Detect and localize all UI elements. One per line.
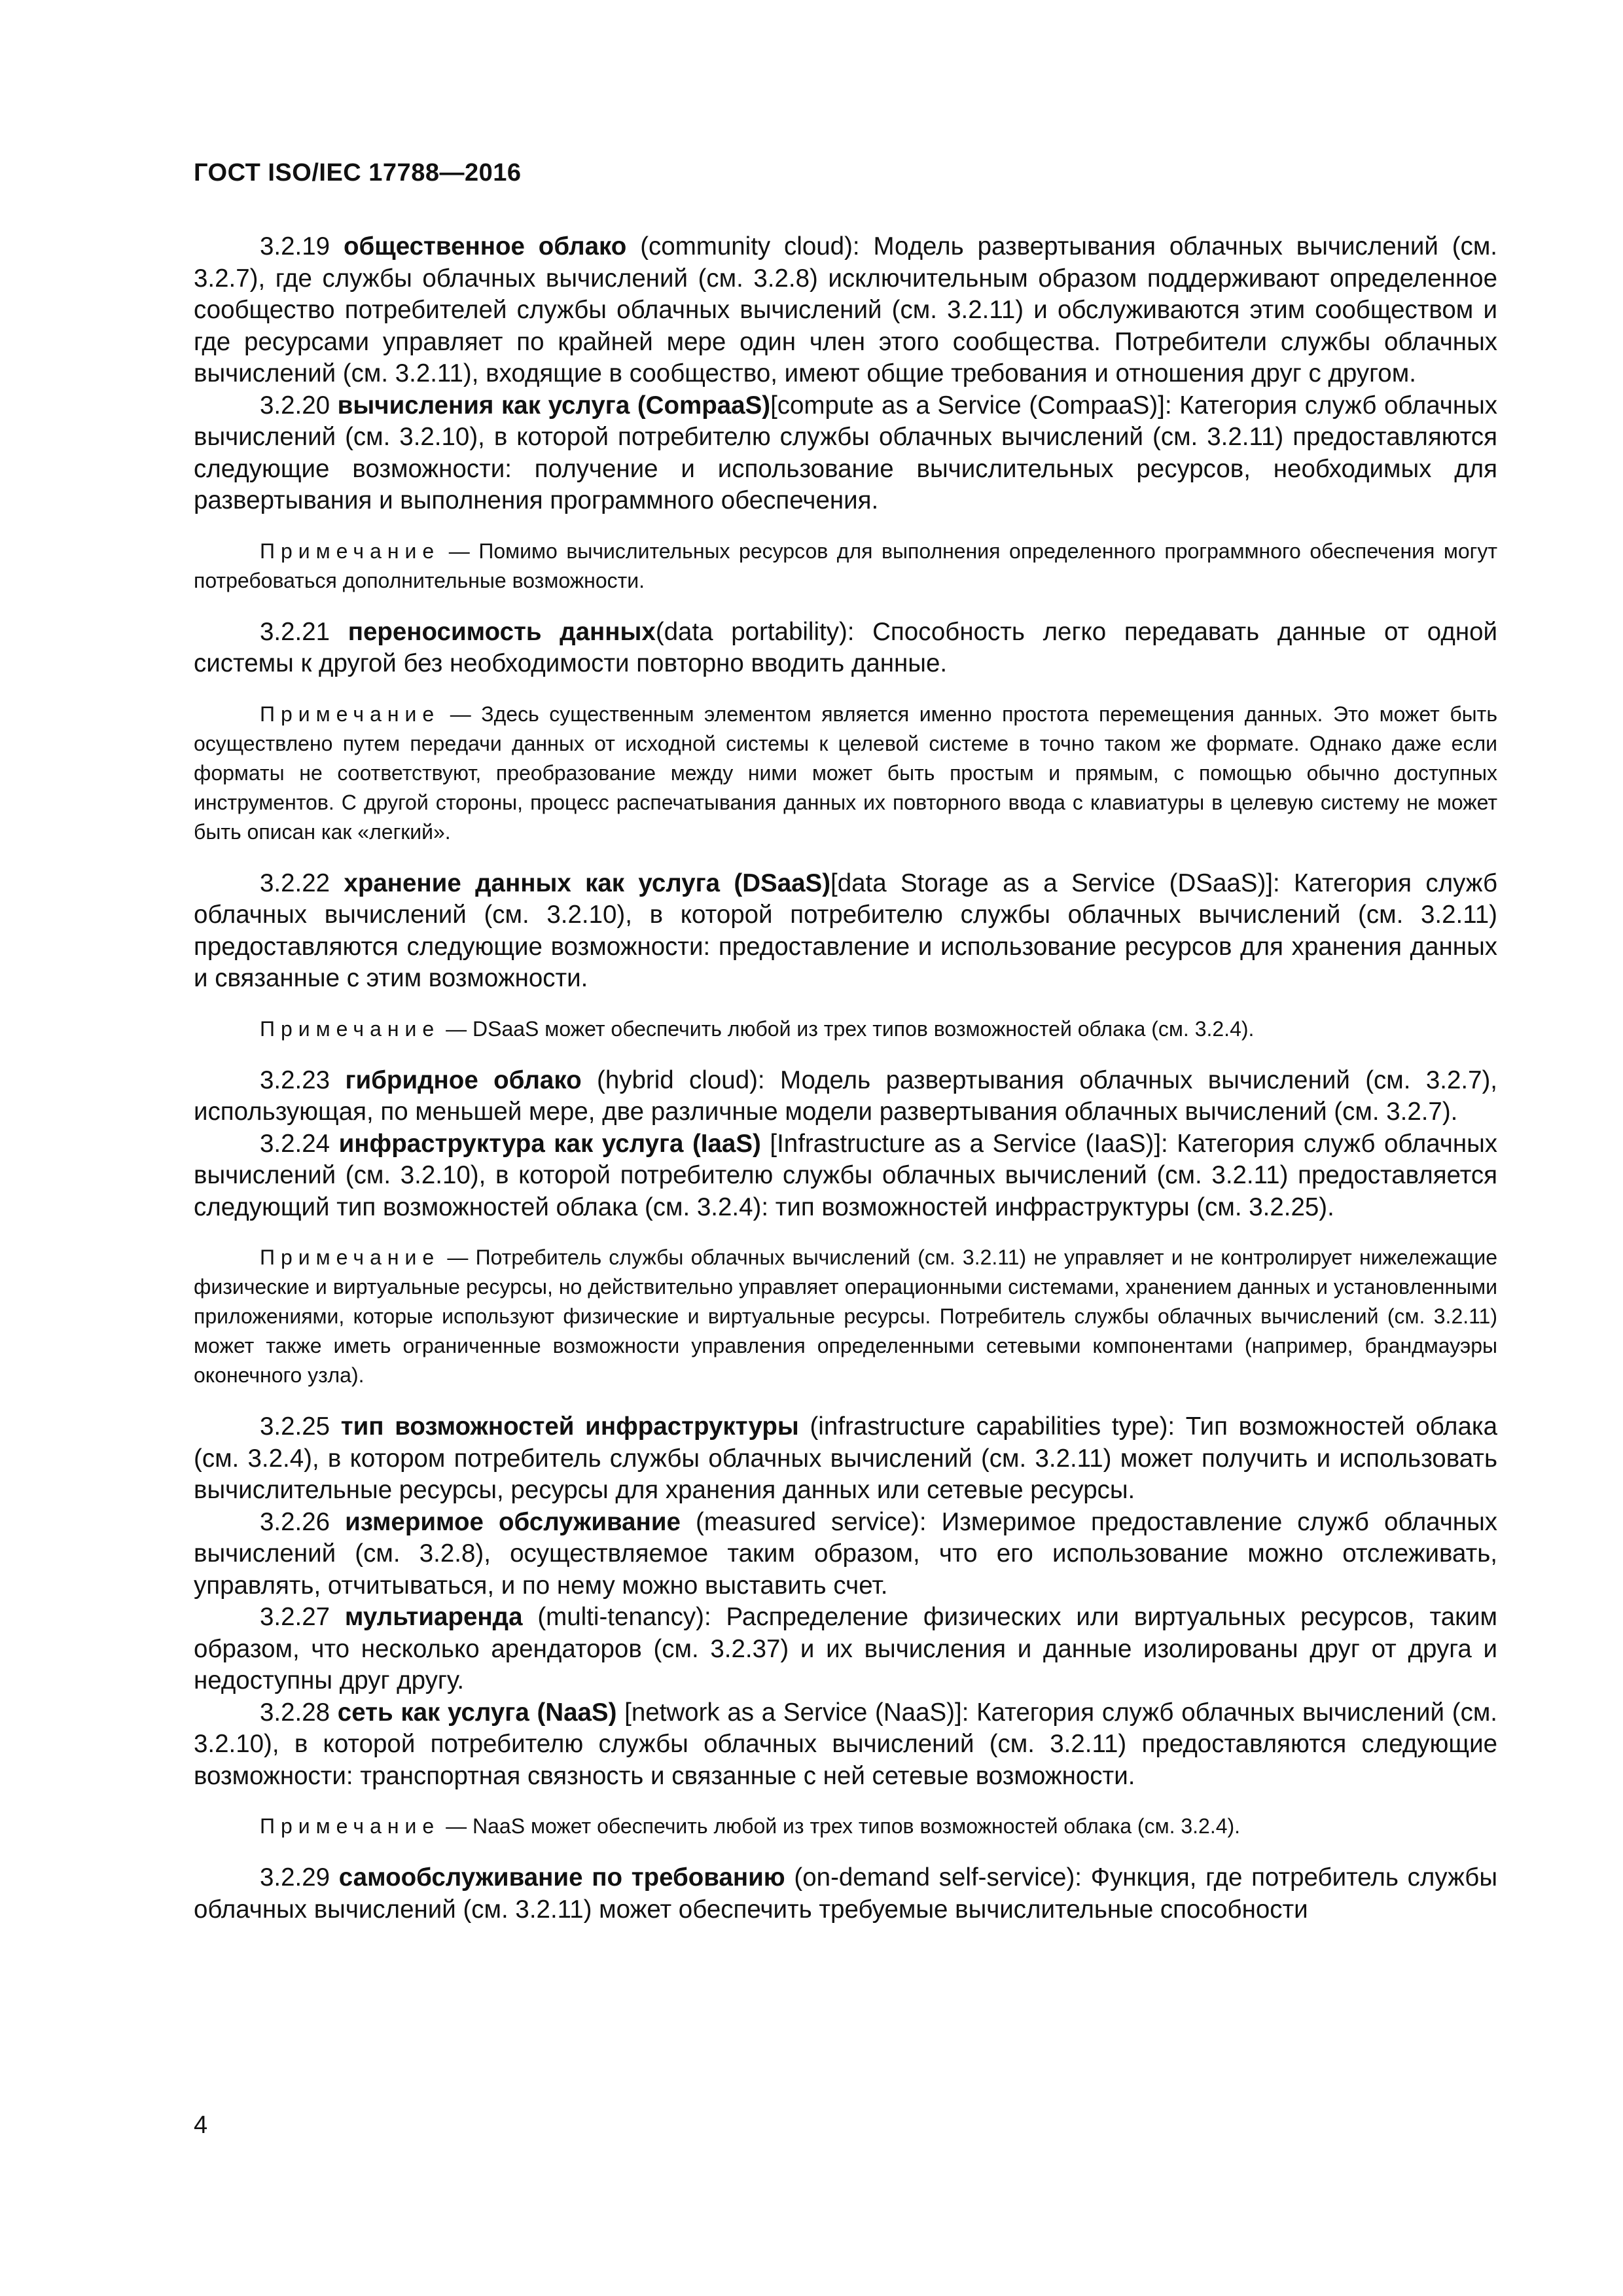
term-number: 3.2.23	[260, 1066, 330, 1094]
term-definition: [Infrastructure as a Service (IaaS)]: Категория служб облачных вычислений (см. 3.2.10), в которой потребителю службы облачных вычислений (см. 3.2.11) предоставляется следующий тип возможностей облака (см. 3.2.4): тип возможностей инфраструктуры (см. 3.2.25).	[194, 1129, 1497, 1221]
term-name: инфраструктура как услуга (IaaS)	[338, 1129, 761, 1158]
definition-paragraph	[194, 1697, 1497, 1793]
page-number: 4	[194, 2111, 208, 2139]
term-number: 3.2.20	[260, 391, 330, 420]
definition-paragraph	[194, 1602, 1497, 1697]
note-text: — Потребитель службы облачных вычислений (см. 3.2.11) не управляет и не контролирует нижележащие физические и виртуальные ресурсы, но действительно управляет операционными системами, хранением данных и установленными приложениями, которые используют физические и виртуальные ресурсы. Потребитель службы облачных вычислений (см. 3.2.11) может также иметь ограниченные возможности управления определенными сетевыми компонентами (например, брандмауэры оконечного узла).	[194, 1246, 1497, 1387]
term-definition: [compute as a Service (CompaaS)]: Категория служб облачных вычислений (см. 3.2.10), в которой потребителю службы облачных вычислений (см. 3.2.11) предоставляются следующие возможности: получение и использование вычислительных ресурсов, необходимых для развертывания и выполнения программного обеспечения.	[194, 391, 1498, 514]
term-number: 3.2.24	[260, 1129, 330, 1158]
note-paragraph	[194, 537, 1497, 596]
note-text: — Помимо вычислительных ресурсов для выполнения определенного программного обеспечения могут потребоваться дополнительные возможности.	[194, 539, 1497, 592]
term-definition: (community cloud): Модель развертывания облачных вычислений (см. 3.2.7), где службы облачных вычислений (см. 3.2.8) исключительным образом поддерживают определенное сообщество потребителей службы облачных вычислений (см. 3.2.11) и обслуживаются этим сообществом и где ресурсами управляет по крайней мере один член этого сообщества. Потребители службы облачных вычислений (см. 3.2.11), входящие в сообщество, имеют общие требования и отношения друг с другом.	[194, 232, 1498, 387]
term-name: хранение данных как услуга (DSaaS)	[344, 869, 831, 897]
term-name: переносимость данных	[348, 617, 656, 646]
note-label: Примечание	[260, 1246, 440, 1269]
term-definition: (data portability): Способность легко передавать данные от одной системы к другой без необходимости повторно вводить данные.	[194, 617, 1497, 677]
term-name: сеть как услуга (NaaS)	[337, 1698, 617, 1727]
term-name: тип возможностей инфраструктуры	[340, 1412, 799, 1441]
term-definition: [data Storage as a Service (DSaaS)]: Категория служб облачных вычислений (см. 3.2.10), в которой потребителю службы облачных вычислений (см. 3.2.11) предоставляются следующие возможности: предоставление и использование ресурсов для хранения данных и связанные с этим возможности.	[194, 869, 1498, 992]
term-number: 3.2.26	[260, 1507, 330, 1536]
definition-paragraph	[194, 390, 1497, 517]
term-number: 3.2.27	[260, 1603, 330, 1631]
definition-paragraph	[194, 1862, 1497, 1926]
note-paragraph	[194, 1812, 1497, 1841]
term-number: 3.2.25	[260, 1412, 330, 1441]
note-paragraph	[194, 1014, 1497, 1044]
term-definition: [network as a Service (NaaS)]: Категория служб облачных вычислений (см. 3.2.10), в которой потребителю службы облачных вычислений (см. 3.2.11) предоставляются следующие возможности: транспортная связность и связанные с ней сетевые возможности.	[194, 1698, 1498, 1790]
definition-paragraph	[194, 1065, 1497, 1128]
note-label: Примечание	[260, 1016, 440, 1041]
note-label: Примечание	[260, 702, 440, 726]
note-label: Примечание	[260, 539, 440, 563]
term-number: 3.2.22	[260, 869, 330, 897]
definition-paragraph	[194, 868, 1497, 995]
term-name: гибридное облако	[345, 1066, 582, 1094]
note-text: — NaaS может обеспечить любой из трех типов возможностей облака (см. 3.2.4).	[440, 1814, 1241, 1838]
note-label: Примечание	[260, 1814, 440, 1838]
document-body	[194, 231, 1497, 1926]
document-header: ГОСТ ISO/IEC 17788—2016	[194, 159, 522, 187]
definition-paragraph	[194, 1507, 1497, 1602]
term-definition: (multi-tenancy): Распределение физических или виртуальных ресурсов, таким образом, что несколько арендаторов (см. 3.2.37) и их вычисления и данные изолированы друг от друга и недоступны друг другу.	[194, 1603, 1497, 1695]
term-name: вычисления как услуга (CompaaS)	[337, 391, 771, 420]
note-paragraph	[194, 1243, 1497, 1390]
term-number: 3.2.29	[260, 1863, 330, 1892]
term-number: 3.2.28	[260, 1698, 330, 1727]
term-definition: (on-demand self-service): Функция, где потребитель службы облачных вычислений (см. 3.2.11) может обеспечить требуемые вычислительные способности	[194, 1863, 1497, 1924]
note-text: — DSaaS может обеспечить любой из трех типов возможностей облака (см. 3.2.4).	[440, 1016, 1255, 1041]
term-name: самообслуживание по требованию	[338, 1863, 785, 1892]
term-number: 3.2.19	[260, 232, 330, 260]
definition-paragraph	[194, 1411, 1497, 1507]
definition-paragraph	[194, 617, 1497, 680]
term-definition: (hybrid cloud): Модель развертывания облачных вычислений (см. 3.2.7), использующая, по меньшей мере, две различные модели развертывания облачных вычислений (см. 3.2.7).	[194, 1066, 1497, 1126]
note-paragraph	[194, 700, 1497, 847]
term-name: мультиаренда	[344, 1603, 523, 1631]
note-text: — Здесь существенным элементом является именно простота перемещения данных. Это может быть осуществлено путем передачи данных от исходной системы к целевой системе в точно таком же формате. Однако даже если форматы не соответствуют, преобразование между ними может быть простым и прямым, с помощью обычно доступных инструментов. С другой стороны, процесс распечатывания данных их повторного ввода с клавиатуры в целевую систему не может быть описан как «легкий».	[194, 702, 1497, 844]
definition-paragraph	[194, 231, 1497, 390]
term-definition: (infrastructure capabilities type): Тип возможностей облака (см. 3.2.4), в котором потребитель службы облачных вычислений (см. 3.2.11) может получить и использовать вычислительные ресурсы, ресурсы для хранения данных или сетевые ресурсы.	[194, 1412, 1497, 1504]
definition-paragraph	[194, 1128, 1497, 1224]
term-definition: (measured service): Измеримое предоставление служб облачных вычислений (см. 3.2.8), осуществляемое таким образом, что его использование можно отслеживать, управлять, отчитываться, и по нему можно выставить счет.	[194, 1507, 1497, 1600]
term-number: 3.2.21	[260, 617, 330, 646]
term-name: измеримое обслуживание	[345, 1507, 681, 1536]
term-name: общественное облако	[343, 232, 627, 260]
